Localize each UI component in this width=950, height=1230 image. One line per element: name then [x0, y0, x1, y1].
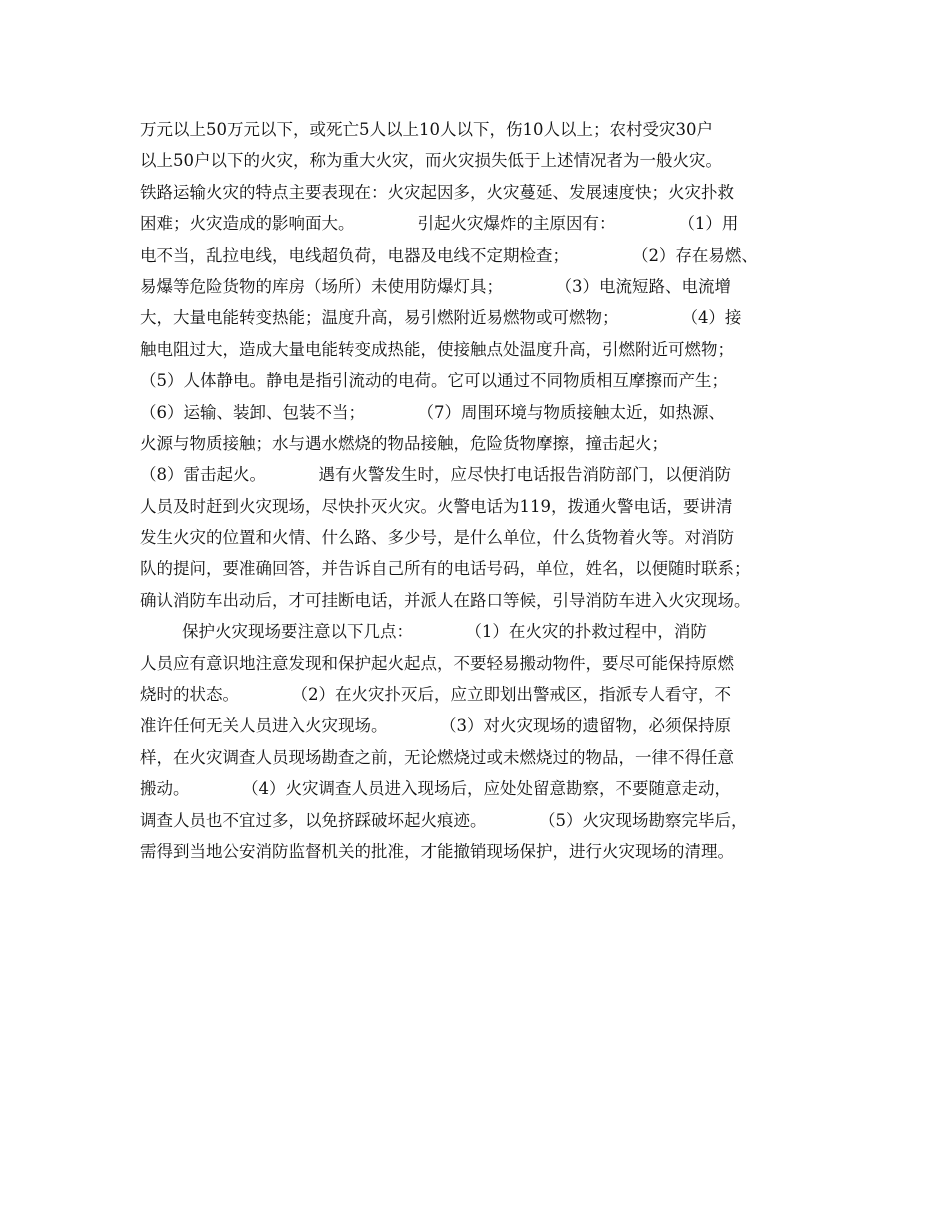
- text-line: 样，在火灾调查人员现场勘查之前，无论燃烧过或未燃烧过的物品，一律不得任意: [140, 747, 734, 767]
- text-line: 人员应有意识地注意发现和保护起火起点，不要轻易搬动物件，要尽可能保持原燃: [140, 653, 734, 673]
- text-line: 困难；火灾造成的影响面大。 引起火灾爆炸的主原因有： （1）用: [140, 214, 739, 234]
- text-line: 队的提问，要准确回答，并告诉自己所有的电话号码，单位，姓名，以便随时联系；: [140, 559, 751, 579]
- text-line: 烧时的状态。 （2）在火灾扑灭后，应立即划出警戒区，指派专人看守，不: [140, 685, 731, 705]
- text-line: 人员及时赶到火灾现场，尽快扑灭火灾。火警电话为119，拨通火警电话，要讲清: [140, 496, 733, 516]
- text-line: 搬动。 （4）火灾调查人员进入现场后，应处处留意勘察，不要随意走动，: [140, 779, 731, 799]
- text-line: 调查人员也不宜过多，以免挤踩破坏起火痕迹。 （5）火灾现场勘察完毕后，: [140, 810, 748, 830]
- body-text: [140, 114, 830, 867]
- text-line: 以上50户以下的火灾，称为重大火灾，而火灾损失低于上述情况者为一般火灾。: [140, 151, 722, 171]
- text-line: （6）运输、装卸、包装不当； （7）周围环境与物质接触太近，如热源、: [140, 402, 725, 422]
- text-line: 确认消防车出动后，才可挂断电话，并派人在路口等候，引导消防车进入火灾现场。: [140, 590, 751, 610]
- text-line: 触电阻过大，造成大量电能转变成热能，使接触点处温度升高，引燃附近可燃物；: [140, 339, 734, 359]
- text-line: 火源与物质接触；水与遇水燃烧的物品接触，危险货物摩擦，撞击起火；: [140, 433, 668, 453]
- text-line: 大，大量电能转变热能；温度升高，易引燃附近易燃物或可燃物； （4）接: [140, 308, 742, 328]
- text-line: 电不当，乱拉电线，电线超负荷，电器及电线不定期检查； （2）存在易燃、: [140, 245, 758, 265]
- text-line: 铁路运输火灾的特点主要表现在：火灾起因多，火灾蔓延、发展速度快；火灾扑救: [140, 182, 734, 202]
- text-line: 发生火灾的位置和火情、什么路、多少号，是什么单位，什么货物着火等。对消防: [140, 528, 734, 548]
- text-line: （5）人体静电。静电是指引流动的电荷。它可以通过不同物质相互摩擦而产生；: [140, 371, 728, 391]
- text-line: 保护火灾现场要注意以下几点： （1）在火灾的扑救过程中，消防: [140, 622, 707, 642]
- text-line: （8）雷击起火。 遇有火警发生时，应尽快打电话报告消防部门，以便消防: [140, 465, 731, 485]
- text-line: 万元以上50万元以下，或死亡5人以上10人以下，伤10人以上；农村受灾30户: [140, 120, 713, 139]
- text-line: 易爆等危险货物的库房（场所）未使用防爆灯具； （3）电流短路、电流增: [140, 276, 731, 296]
- text-line: 准许任何无关人员进入火灾现场。 （3）对火灾现场的遗留物，必须保持原: [140, 716, 731, 736]
- text-line: 需得到当地公安消防监督机关的批准，才能撤销现场保护，进行火灾现场的清理。: [140, 841, 734, 861]
